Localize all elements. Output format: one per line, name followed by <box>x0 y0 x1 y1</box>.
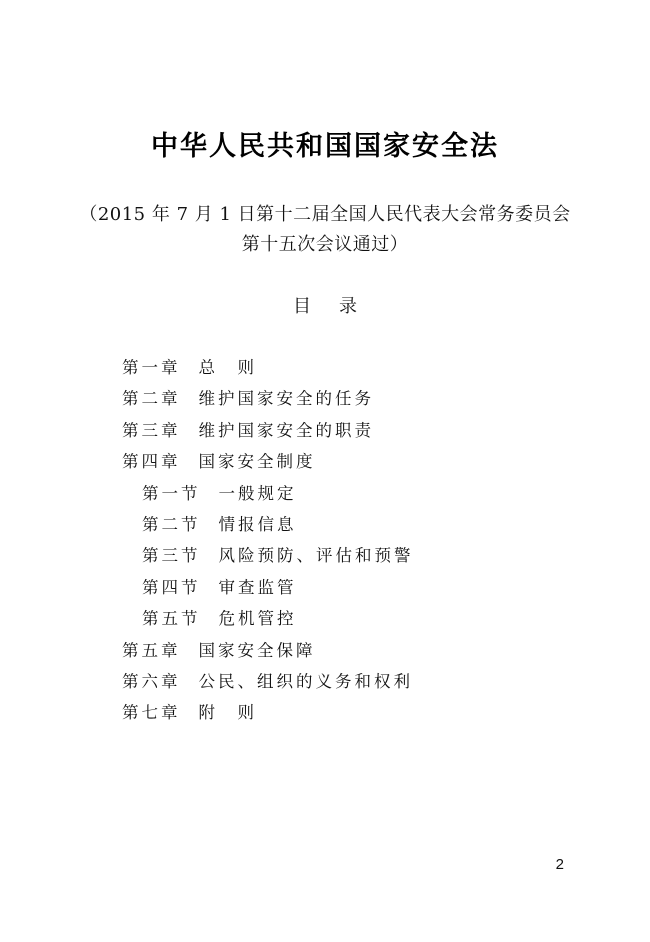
toc-entry-number: 第一节 <box>142 483 201 503</box>
toc-entry-chapter-5[interactable] <box>122 635 542 666</box>
toc-entry-number: 第二节 <box>142 514 201 534</box>
document-subtitle-line-2: 第十五次会议通过） <box>241 234 409 255</box>
toc-entry-section-2[interactable] <box>122 509 542 540</box>
toc-entry-number: 第六章 <box>122 671 181 691</box>
toc-entry-number: 第五节 <box>142 609 201 629</box>
table-of-contents <box>122 352 542 729</box>
toc-entry-section-1[interactable] <box>122 478 542 509</box>
toc-entry-title: 国家安全保障 <box>198 640 316 660</box>
toc-heading-left: 目 <box>293 296 311 317</box>
toc-entry-number: 第四节 <box>142 577 201 597</box>
toc-entry-number: 第三节 <box>142 546 201 566</box>
toc-entry-number: 第一章 <box>122 358 181 377</box>
toc-entry-number: 第二章 <box>122 389 181 409</box>
toc-entry-title: 危机管控 <box>218 609 297 629</box>
toc-entry-chapter-7[interactable] <box>122 697 542 728</box>
page-number: 2 <box>555 856 564 873</box>
toc-entry-title: 审查监管 <box>218 577 297 597</box>
toc-entry-number: 第七章 <box>122 703 181 723</box>
toc-entry-chapter-2[interactable] <box>122 383 542 414</box>
toc-heading-right: 录 <box>339 296 357 317</box>
toc-entry-number: 第三章 <box>122 420 181 440</box>
toc-entry-title: 维护国家安全的职责 <box>198 420 374 440</box>
toc-entry-section-4[interactable] <box>122 572 542 603</box>
document-title: 中华人民共和国国家安全法 <box>151 131 499 162</box>
toc-entry-title: 公民、组织的义务和权利 <box>198 671 413 691</box>
toc-entry-title: 风险预防、评估和预警 <box>218 546 414 566</box>
toc-entry-section-5[interactable] <box>122 603 542 634</box>
toc-heading <box>0 292 650 318</box>
toc-entry-chapter-6[interactable] <box>122 666 542 697</box>
toc-entry-title: 附 则 <box>198 703 257 723</box>
toc-entry-title: 情报信息 <box>218 514 297 534</box>
toc-entry-chapter-1[interactable] <box>122 352 542 383</box>
toc-entry-title: 总 则 <box>198 358 257 377</box>
toc-entry-chapter-3[interactable] <box>122 415 542 446</box>
toc-entry-number: 第四章 <box>122 452 181 472</box>
document-subtitle-line-1: （2015 年 7 月 1 日第十二届全国人民代表大会常务委员会 <box>79 204 571 225</box>
toc-entry-number: 第五章 <box>122 640 181 660</box>
toc-entry-title: 国家安全制度 <box>198 452 316 472</box>
toc-entry-section-3[interactable] <box>122 540 542 571</box>
toc-entry-title: 一般规定 <box>218 483 297 503</box>
toc-entry-chapter-4[interactable] <box>122 446 542 477</box>
toc-entry-title: 维护国家安全的任务 <box>198 389 374 409</box>
